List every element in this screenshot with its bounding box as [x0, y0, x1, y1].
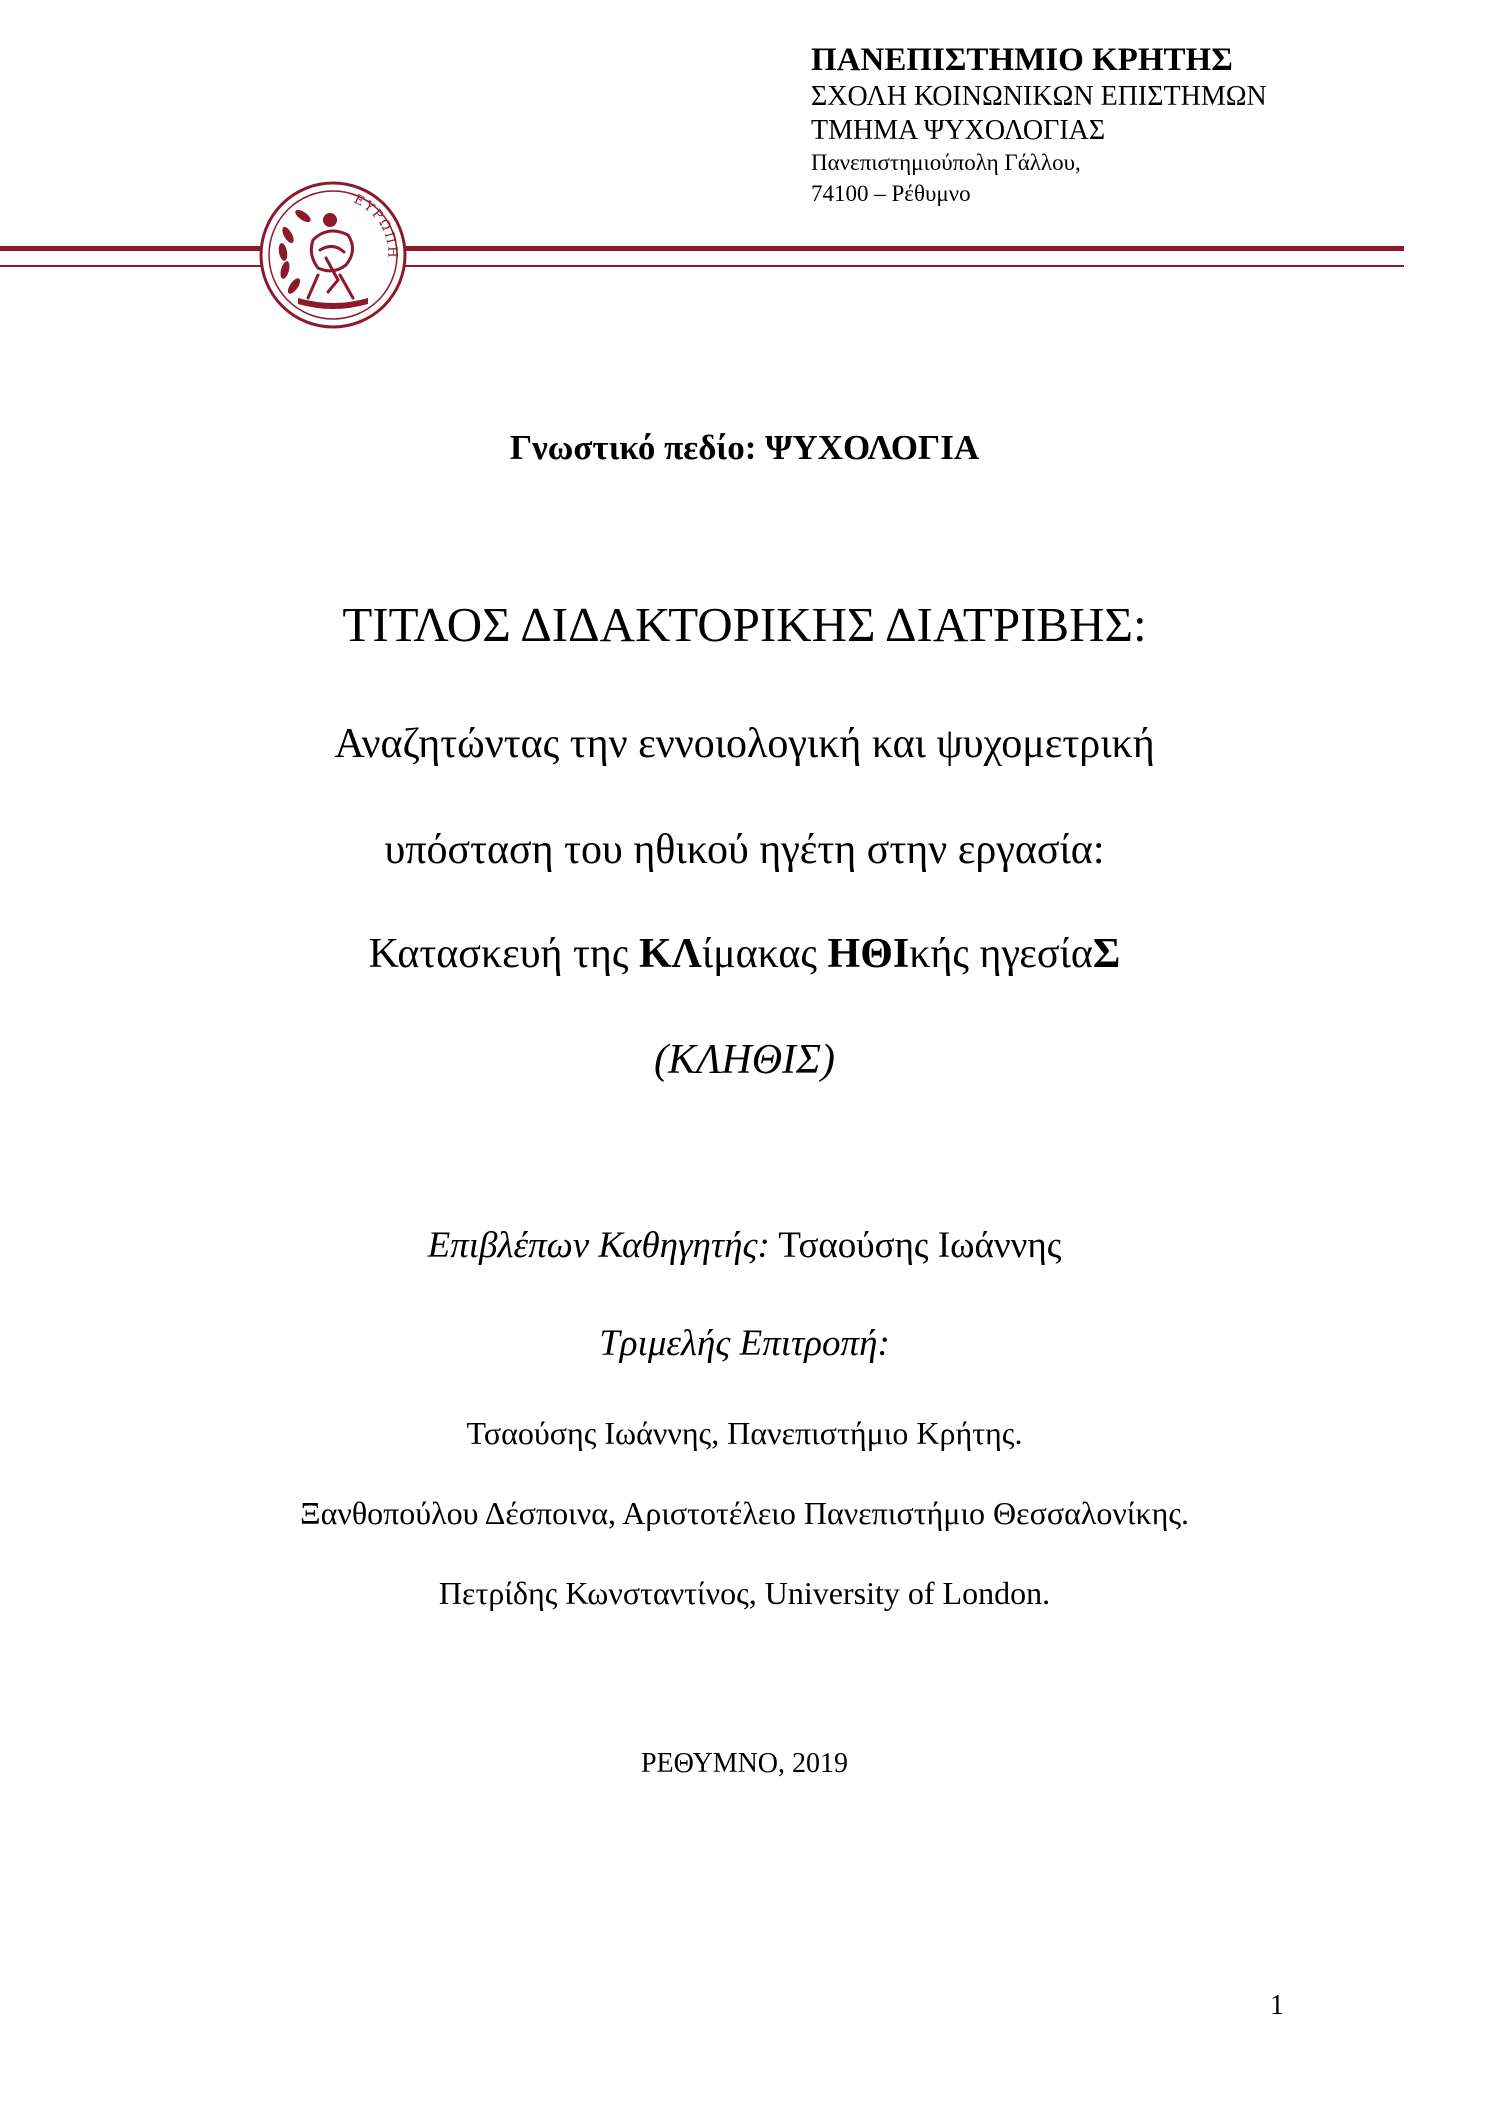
supervisor-label: Επιβλέπων Καθηγητής:	[427, 1225, 770, 1266]
university-name: ΠΑΝΕΠΙΣΤΗΜΙΟ ΚΡΗΤΗΣ	[811, 42, 1233, 78]
school-name: ΣΧΟΛΗ ΚΟΙΝΩΝΙΚΩΝ ΕΠΙΣΤΗΜΩΝ	[811, 81, 1267, 112]
thesis-heading: ΤΙΤΛΟΣ ΔΙΔΑΚΤΟΡΙΚΗΣ ΔΙΑΤΡΙΒΗΣ:	[342, 597, 1147, 652]
thesis-title-line-3-part: κής ηγεσία	[909, 931, 1093, 977]
thesis-acronym: (ΚΛΗΘΙΣ)	[654, 1037, 835, 1083]
seal-text: ΕΥΡΩΠΗ	[351, 191, 400, 260]
header-rule-thin	[0, 265, 1404, 267]
acronym-letters-ithi: ΗΘΙ	[827, 931, 910, 977]
thesis-title-line-3-part: ίμακας	[701, 931, 828, 977]
university-seal-logo	[258, 180, 408, 330]
place-and-date: ΡΕΘΥΜΝΟ, 2019	[640, 1748, 849, 1779]
supervisor	[0, 1224, 1489, 1267]
thesis-title-line-1: Αναζητώντας την εννοιολογική και ψυχομετρική	[334, 721, 1155, 767]
field-of-study: Γνωστικό πεδίο: ΨΥΧΟΛΟΓΙΑ	[509, 428, 980, 467]
committee-member: Ξανθοπούλου Δέσποινα, Αριστοτέλειο Πανεπιστήμιο Θεσσαλονίκης.	[300, 1495, 1189, 1531]
address-line-2: 74100 – Ρέθυμνο	[811, 181, 971, 206]
acronym-letters-kl: ΚΛ	[638, 931, 702, 977]
thesis-title-line-2: υπόσταση του ηθικού ηγέτη στην εργασία:	[384, 827, 1105, 873]
department-name: ΤΜΗΜΑ ΨΥΧΟΛΟΓΙΑΣ	[811, 115, 1106, 146]
thesis-title-line-3-part: Κατασκευή της	[368, 931, 639, 977]
address-line-1: Πανεπιστημιούπολη Γάλλου,	[811, 150, 1081, 175]
page-number: 1	[1270, 1990, 1284, 2021]
institution-header	[811, 44, 1267, 213]
acronym-letter-s: Σ	[1092, 931, 1121, 977]
committee-label: Τριμελής Επιτροπή:	[599, 1323, 890, 1364]
committee-member: Τσαούσης Ιωάννης, Πανεπιστήμιο Κρήτης.	[466, 1415, 1023, 1451]
supervisor-name: Τσαούσης Ιωάννης	[769, 1225, 1062, 1266]
thesis-title-line-3	[0, 930, 1489, 978]
committee-member: Πετρίδης Κωνσταντίνος, University of London.	[438, 1575, 1051, 1611]
header-rule-thick	[0, 246, 1404, 251]
